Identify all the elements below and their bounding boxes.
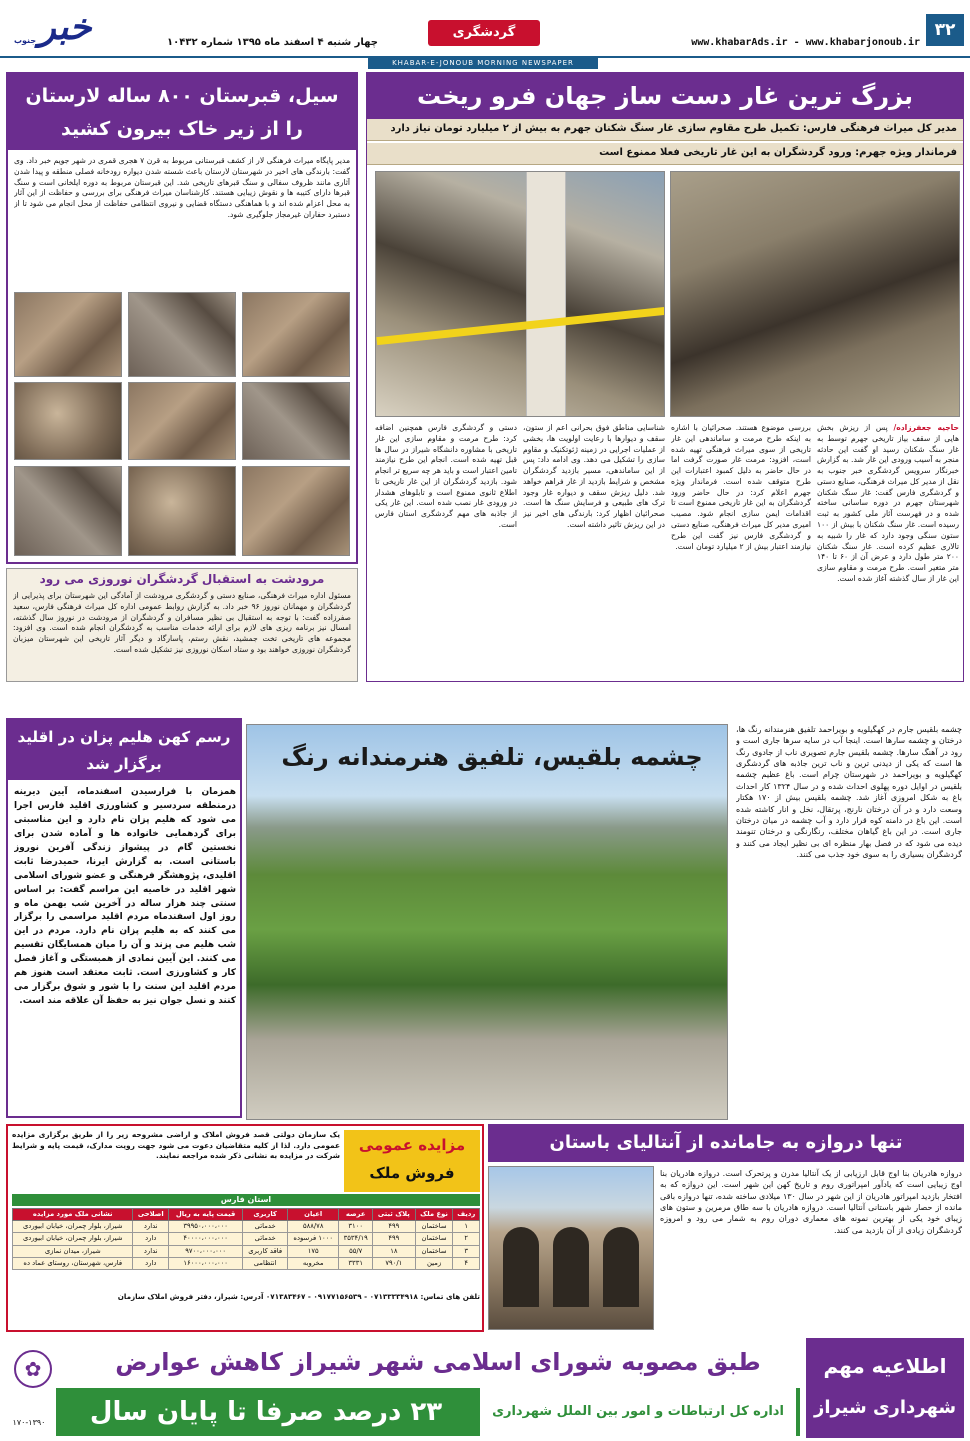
auction-cell: ۴۹۹	[373, 1233, 416, 1245]
auction-cell: خدماتی	[243, 1221, 288, 1233]
pillar-shape	[526, 172, 566, 417]
auction-cell: انتظامی	[243, 1257, 288, 1269]
auction-cell: ۴	[453, 1257, 480, 1269]
auction-cell: ساختمان	[415, 1233, 453, 1245]
haleem-title-line-2: برگزار شد	[86, 755, 162, 773]
masthead	[0, 0, 970, 58]
auction-header-cell: نشانی ملک مورد مزایده	[13, 1209, 133, 1221]
cave-photo-pillar	[375, 171, 665, 417]
issue-line: چهار شنبه ۴ اسفند ماه ۱۳۹۵ شماره ۱۰۴۳۲	[167, 37, 378, 48]
cemetery-photo-2	[128, 292, 236, 377]
cave-column-1-text: پس از ریزش بخش هایی از سقف بیاز تاریخی جهرم توسط به غار سنگ شکنان رسید او گفت این حادثه منجر به آسیب ورودی این غار شد. به گزارش خبرنگار سرویس گردشگری خبر جنوب به نقل از مدیر کل میراث فرهنگی، صنایع دستی و گردشگری فارس گفت: غار سنگ شکنان شهرستان جهرم در دوره ساسانی ساخته شده و در فهرست آثار ملی کشور به ثبت رسیده است. غار سنگ شکنان با بیش از ۱۰۰ ستون سنگی وجود دارد که غار را شبیه به تالاری عظیم کرده است. غار سنگ شکنان ۲۰۰ متر طول دارد و عرض آن از ۶۰ تا ۱۴۰ متر متغیر است. طرح مرمت و مقاوم سازی این غار از سال گذشته آغاز شده است.	[817, 423, 959, 583]
auction-cell: ۳۵۳۴/۱۹	[339, 1233, 373, 1245]
cave-column-4: دستی و گردشگری فارس همچنین اضافه کرد: طرح مرمت و مقاوم سازی این غار تاریخی با مشاوره دانشگاه شیراز در سال ها قبل تهیه شده است. انجام این طرح نیازمند تامین اعتبار است و باید هر چه سریع تر انجام شود. بازدید گردشگران از این غار تاریخی تا اطلاع ثانوی ممنوع است و تابلوهای هشدار در ورودی غار نصب شده است. این غار یکی از جاذبه های مهم گردشگری استان فارس است.	[375, 423, 517, 530]
cave-column-2: بررسی موضوع هستند. صحرائیان با اشاره به اینکه طرح مرمت و ساماندهی این غار تاریخی از سوی میراث فرهنگی تهیه شده است، افزود: مرمت غار صورت گرفت اما در حال حاضر به دلیل کمبود اعتبارات این طرح متوقف شده است. فرماندار ویژه جهرم اعلام کرد: در حال حاضر ورود گردشگران به این غار تاریخی ممنوع است تا اقدامات ایمن سازی انجام شود. مصیب امیری مدیر کل میراث فرهنگی، صنایع دستی و گردشگری فارس نیز گفت این طرح نیازمند اعتبار بیش از ۲ میلیارد تومان است.	[671, 423, 811, 551]
auction-cell: ۳۳۳۱	[339, 1257, 373, 1269]
municipality-badge-line-2: شهرداری شیراز	[813, 1397, 957, 1418]
auction-ad	[6, 1124, 484, 1332]
auction-table-row	[13, 1257, 480, 1269]
auction-cell: ۵۵/۷	[339, 1245, 373, 1257]
haleem-article	[6, 718, 242, 1118]
logo-subtitle: جنوب	[14, 36, 37, 45]
cemetery-title-box	[8, 74, 356, 150]
cave-byline: حاجیه جعفرزاده/	[893, 423, 959, 432]
cheshmeh-body: چشمه بلقیس جارم در کهگیلویه و بویراحمد تلفیق هنرمندانه رنگ ها، درختان و چشمه سارها است. اینجا آب در سایه سرها جاری است و رود در آهنگ سارها. چشمه بلقیس جارم تصویری ناب از جادوی رنگ ها است که یکی از دیدنی ترین و ناب ترین جاذبه های گردشگری کهگیلویه و بویراحمد در شهرستان چرام است. باغ عظیم چشمه بلقیس در اوایل دوره پهلوی احداث شده و در سال ۱۳۲۴ کار احداث باغ به شکل امروزی آغاز شد. چشمه بلقیس بیش از ۱۷۰ هکتار وسعت دارد و در آن درختان نارنج، پرتقال، نخل و انار کاشته شده است. این باغ در دامنه کوه قرار دارد و آب چشمه در میان درختان جاری است. در این باغ گیاهان مختلف، رنگارنگی و درختان تنومند دیده می شود که در فصل بهار منظره ای بی نظیر ایجاد می کنند و گردشگران بسیاری را به سوی خود جذب می کنند.	[736, 725, 962, 859]
auction-cell: فاقد کاربری	[243, 1245, 288, 1257]
website-urls[interactable]: www.khabarAds.ir - www.khabarjonoub.ir	[691, 37, 920, 48]
municipality-line-2: ۲۳ درصد صرفا تا پایان سال	[89, 1397, 443, 1427]
auction-cell: دارد	[133, 1233, 169, 1245]
gate-arch-1	[503, 1227, 539, 1307]
auction-cell: خدماتی	[243, 1233, 288, 1245]
gate-title: تنها دروازه به جامانده از آنتالیای باستان	[488, 1124, 964, 1162]
auction-cell: دارد	[133, 1257, 169, 1269]
cemetery-photo-4	[14, 382, 122, 460]
cemetery-body: مدیر پایگاه میراث فرهنگی لار از کشف قبرستانی مربوط به قرن ۷ هجری قمری در شهر جویم خبر داد. وی گفت: بارندگی های اخیر در شهرستان لارستان باعث شسته شدن دیواره رودخانه فصلی منطقه و پیدا شدن آثاری مانند ظروف سفالی و سنگ قبرهای تاریخی شد. این قبرستان مربوط به دوره ایلخانی است و سنگ قبرها دارای کتیبه ها و نقوش زیبایی هستند. کارشناسان میراث فرهنگی برای بررسی و حفاظت از این آثار به محل اعزام شده اند و با هماهنگی دستگاه قضایی و نیروی انتظامی حفاظت از محل انجام می شود تا از دستبرد حفاران غیرمجاز جلوگیری شود.	[14, 156, 350, 219]
municipality-badge-line-1: اطلاعیه مهم	[823, 1354, 947, 1378]
auction-cell: ۱۷۵	[288, 1245, 339, 1257]
municipality-line-1: طبق مصوبه شورای اسلامی شهر شیراز کاهش عوارض	[115, 1348, 761, 1376]
auction-header-cell: قیمت پایه به ریال	[169, 1209, 243, 1221]
auction-cell: ندارد	[133, 1245, 169, 1257]
auction-table-wrap	[12, 1208, 480, 1288]
auction-table	[12, 1208, 480, 1270]
auction-cell: ۱	[453, 1221, 480, 1233]
municipality-badge	[806, 1338, 964, 1438]
gate-article	[488, 1124, 964, 1332]
nowruz-article	[6, 568, 358, 682]
shiraz-emblem-icon: ✿	[14, 1350, 52, 1388]
caution-tape	[376, 307, 665, 345]
auction-cell: ۳	[453, 1245, 480, 1257]
gate-body: دروازه هادریان بنا اوج قابل ارزیابی از یک آنتالیا مدرن و پرتحرک است. دروازه هادریان بنا اوج زیبایی است که یادآور امپراتوری روم و تاریخ کهن این شهر است. این دروازه که به افتخار بازدید امپراتور هادریان از این شهر در سال ۱۳۰ میلادی ساخته شده، تنها دروازه باقی مانده از حصار شهر باستانی آنتالیا است. دروازه هادریان با سه طاق مرمرین و ستون های زیبای خود یکی از بهترین نمونه های معماری دوران روم به شمار می رود و امروزه گردشگران زیادی از آن بازدید می کنند.	[660, 1169, 962, 1235]
auction-cell: ۹۷۰۰،۰۰۰،۰۰۰	[169, 1245, 243, 1257]
auction-cell: ۳۹۹۵۰،۰۰۰،۰۰۰	[169, 1221, 243, 1233]
auction-intro: یک سازمان دولتی قصد فروش املاک و اراضی مشروحه زیر را از طریق برگزاری مزایده عمومی دارد. لذا از کلیه متقاضیان دعوت می شود جهت رویت مدارک، قیمت پایه و شرایط شرکت در مزایده به نشانی ذکر شده مراجعه نمایند.	[12, 1130, 340, 1161]
auction-cell: ندارد	[133, 1221, 169, 1233]
auction-province: استان فارس	[12, 1194, 480, 1206]
auction-cell: ۱۶۰۰۰،۰۰۰،۰۰۰	[169, 1257, 243, 1269]
municipality-dept: اداره کل ارتباطات و امور بین الملل شهرداری	[480, 1388, 796, 1436]
haleem-title-line-1: رسم کهن هلیم پزان در اقلید	[17, 728, 231, 746]
auction-cell: ساختمان	[415, 1245, 453, 1257]
auction-cell: ۷۹۰/۱	[373, 1257, 416, 1269]
auction-table-row	[13, 1221, 480, 1233]
haleem-body: همزمان با فرارسیدن اسفندماه، آیین دیرینه درمنطقه سردسیر و کشاورزی اقلید فارس اجرا می شود که هلیم پزان نام دارد و این مناسبتی برای گردهمایی خانواده ها و آماده شدن برای نخستین گام در پیشواز زندگی آفرین نوروز باستانی است. به گزارش ایرنا، حمیدرضا ثابت اقلیدی، پژوهشگر فرهنگی و عضو شورای اسلامی شهر اقلید در خاصیه این مراسم گفت: بر اساس سنتی چند هزار ساله در آخرین شب بهمن ماه و روز اول اسفندماه مردم اقلید مراسمی را برگزار می کنند که به هلیم پزان نام دارد. مردم در این شب هلیم می پزند و آن را میان همسایگان تقسیم می کنند. این آیین نمادی از همبستگی و آغاز فصل کار و کشاورزی است. ثابت معتقد است هنوز هم مردم اقلید این سنت را با شور و شوق برگزار می کنند و نسل جوان نیز به حفظ آن علاقه مند است.	[14, 787, 236, 1007]
newspaper-logo: خبر	[38, 6, 92, 48]
municipality-bottom-band	[56, 1388, 800, 1436]
auction-title-1: مزایده عمومی	[358, 1136, 466, 1154]
cheshmeh-title: چشمه بلقیس، تلفیق هنرمندانه رنگ	[281, 743, 703, 771]
auction-header-cell: اعیان	[288, 1209, 339, 1221]
cemetery-photo-1	[14, 292, 122, 377]
auction-header-cell: اصلاحی	[133, 1209, 169, 1221]
auction-cell: زمین	[415, 1257, 453, 1269]
auction-cell: شیراز، بلوار چمران، خیابان ابیوردی	[13, 1233, 133, 1245]
cave-article	[366, 72, 964, 682]
auction-header-cell: ردیف	[453, 1209, 480, 1221]
cave-column-3: شناسایی مناطق فوق بحرانی اعم از ستون، سقف و دیوارها با رعایت اولویت ها، بخشی از عملیات اجرایی در زمینه ژئوتکنیک و مقاوم سازی را تشکیل می دهد. وی ادامه داد: پس از این ساماندهی، مسیر بازدید گردشگران مشخص و شرایط بازدید از غار فراهم خواهد شد. دلیل ریزش سقف و دیواره غار وجود ترک های طبیعی و فرسایش سنگ ها است. صحرائیان اظهار کرد: بارندگی های اخیر نیز در این ریزش تاثیر داشته است.	[523, 423, 665, 530]
auction-cell: مخروبه	[288, 1257, 339, 1269]
auction-cell: ۳۱۰۰	[339, 1221, 373, 1233]
auction-header-cell: نوع ملک	[415, 1209, 453, 1221]
auction-footer: تلفن های تماس: ۰۷۱۳۳۳۳۴۹۱۸ - ۰۹۱۷۷۱۵۶۵۳۹ - ۰۷۱۳۸۳۴۶۷ آدرس: شیراز، دفتر فروش املاک سازمان	[117, 1292, 480, 1301]
auction-cell: ساختمان	[415, 1221, 453, 1233]
cave-column-1	[817, 423, 959, 678]
auction-cell: ۵۸۸/۷۸	[288, 1221, 339, 1233]
cemetery-article	[6, 72, 358, 564]
cemetery-photo-5	[128, 382, 236, 460]
cave-subheading-2: فرماندار ویژه جهرم: ورود گردشگران به این غار تاریخی فعلا ممنوع است	[367, 143, 963, 165]
auction-cell: فارس، شهرستان، روستای عماد ده	[13, 1257, 133, 1269]
nowruz-body: مسئول اداره میراث فرهنگی، صنایع دستی و گردشگری مرودشت از آمادگی این شهرستان برای پذیرایی از گردشگران و مهمانان نوروز ۹۶ خبر داد. به گزارش روابط عمومی اداره کل میراث فرهنگی فارس، سعید صفرزاده گفت: با توجه به استقبال بی نظیر مسافران و گردشگران از مرودشت در نوروز سال گذشته، امسال نیز برنامه ریزی های لازم برای ارائه خدمات مناسب به گردشگران انجام شده است. وی افزود: مجموعه های تاریخی تخت جمشید، نقش رستم، پاسارگاد و دیگر آثار تاریخی این شهرستان میزبان گردشگران نوروزی خواهند بود و ستاد اسکان نوروزی نیز تشکیل شده است.	[13, 591, 351, 654]
auction-table-row	[13, 1245, 480, 1257]
auction-cell: ۱۸	[373, 1245, 416, 1257]
gate-arch-2	[553, 1227, 589, 1307]
cemetery-title-line-2: را از زیر خاک بیرون کشید	[61, 118, 303, 140]
auction-cell: ۴۹۹	[373, 1221, 416, 1233]
nowruz-title: مرودشت به استقبال گردشگران نوروزی می رود	[39, 572, 325, 586]
cemetery-photo-3	[242, 292, 350, 377]
auction-cell: شیراز، میدان نمازی	[13, 1245, 133, 1257]
auction-cell: ۲	[453, 1233, 480, 1245]
municipality-code: ۱۷۰-۱۳۹۰	[12, 1418, 46, 1427]
auction-title-2: فروش ملک	[369, 1164, 455, 1182]
cheshmeh-article	[246, 718, 964, 1122]
cemetery-photo-9	[242, 466, 350, 556]
section-badge: گردشگری	[428, 20, 540, 46]
auction-table-row	[13, 1233, 480, 1245]
auction-header-cell: عرصه	[339, 1209, 373, 1221]
auction-header-cell: کاربری	[243, 1209, 288, 1221]
municipality-ad	[0, 1336, 970, 1441]
page-number: ۳۲	[926, 14, 964, 46]
cemetery-title-line-1: سیل، قبرستان ۸۰۰ ساله لارستان	[25, 85, 339, 107]
cheshmeh-photo	[246, 724, 728, 1120]
cave-photo-collapse	[670, 171, 960, 417]
cemetery-photo-8	[128, 466, 236, 556]
cemetery-photo-7	[14, 466, 122, 556]
gate-arch-3	[603, 1227, 639, 1307]
gate-photo	[488, 1166, 654, 1330]
auction-header-cell: پلاک ثبتی	[373, 1209, 416, 1221]
cave-title: بزرگ ترین غار دست ساز جهان فرو ریخت	[367, 73, 963, 119]
haleem-title-box	[8, 720, 240, 780]
auction-title-box	[344, 1130, 480, 1192]
auction-cell: ۴۰۰۰۰،۰۰۰،۰۰۰	[169, 1233, 243, 1245]
cave-subheading-1: مدیر کل میراث فرهنگی فارس: تکمیل طرح مقاوم سازی غار سنگ شکنان جهرم به بیش از ۲ میلیارد تومان نیاز دارد	[367, 119, 963, 141]
auction-cell: شیراز، بلوار چمران، خیابان ابیوردی	[13, 1221, 133, 1233]
cemetery-photo-6	[242, 382, 350, 460]
auction-cell: ۱۰۰۰ فرسوده	[288, 1233, 339, 1245]
english-band: KHABAR-E-JONOUB MORNING NEWSPAPER	[368, 58, 598, 69]
